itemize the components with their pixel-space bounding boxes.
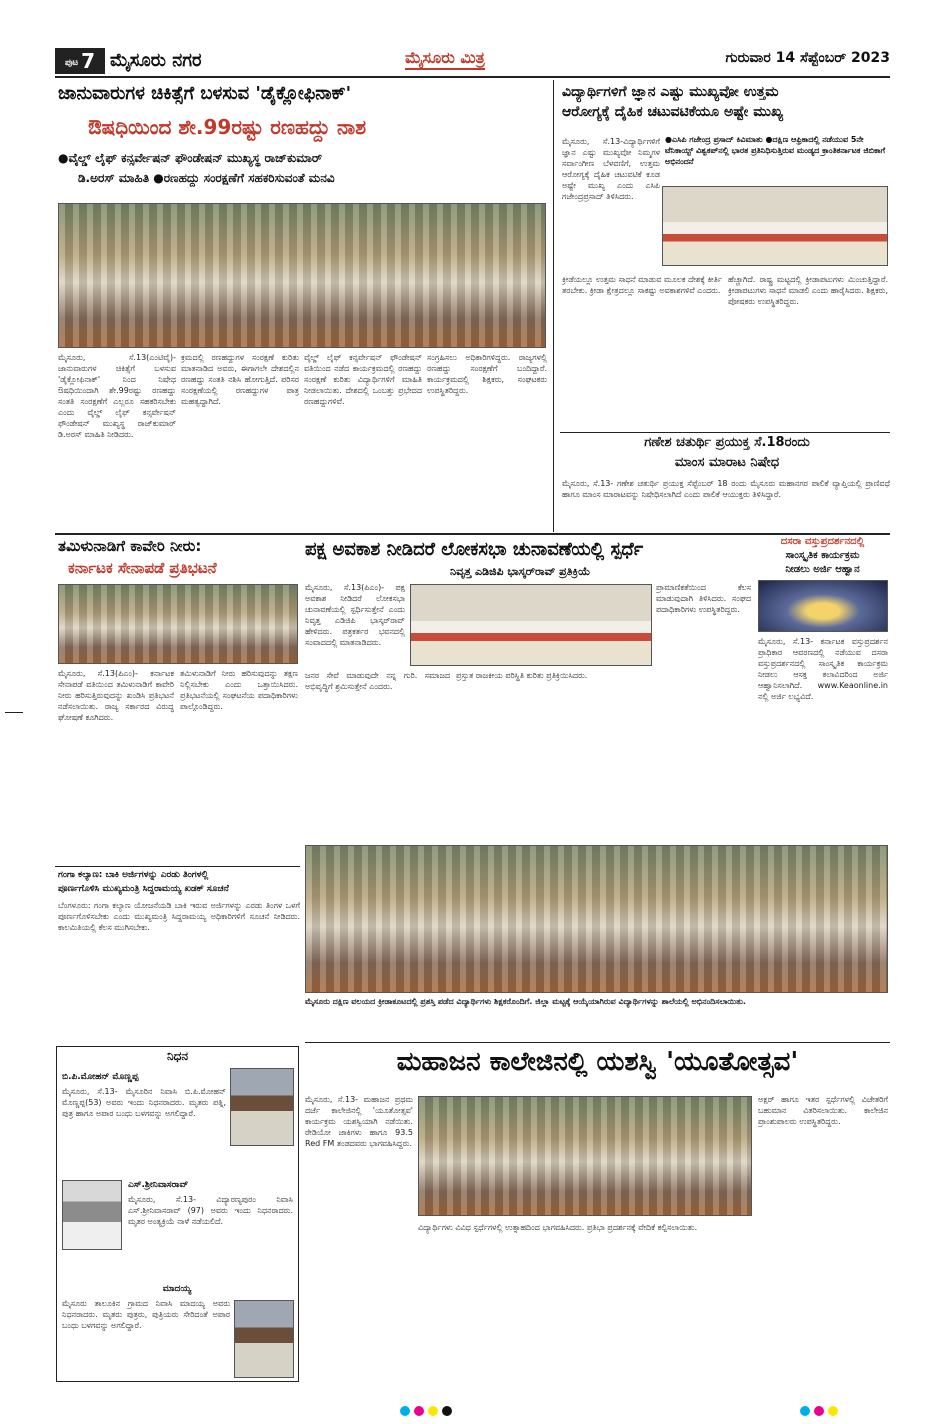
obituary-name-1: ಬಿ.ಪಿ.ಮೋಹನ್ ಮೊಣ್ಣಪ್ಪ: [62, 1072, 139, 1082]
dasara-illumination-photo: [758, 580, 888, 632]
story1-body-col1: ಮೈಸೂರು, ಸೆ.13(ಎಂಟಿವೈ)- ಜಾನುವಾರುಗಳ ಚಿಕಿತ್ಸೆಗೆ ಬಳಸುವ 'ಡೈಕ್ಲೋಫಿನಾಕ್' ನಿಂದ ನಿಷೇಧ ಔಷಧಿಯಿಂದಾಗಿ ಶೇ.99ರಷ್ಟು ರಣಹದ್ದು ಸಂತತಿ ಸಂರಕ್ಷಣೆಗೆ ಎಲ್ಲರೂ ಸಹಕರಿಸಬೇಕು ಎಂದು ವೈಲ್ಡ್ ಲೈಫ್ ಕನ್ಸರ್ವೇಷನ್ ಫೌಂಡೇಷನ್ ಮುಖ್ಯಸ್ಥ ರಾಜ್‌ಕುಮಾರ್ ಡಿ.ಅರಸ್ ಮಾಹಿತಿ ನೀಡಿದರು.: [58, 353, 176, 439]
students-sports-photo: [305, 845, 888, 993]
story5-headline-2: ಕರ್ನಾಟಕ ಸೇನಾಪಡೆ ಪ್ರತಿಭಟನೆ: [68, 559, 217, 577]
obituary-photo-1: [230, 1068, 294, 1146]
story1-subhead-2: ಡಿ.ಅರಸ್ ಮಾಹಿತಿ ●ರಣಹದ್ದು ಸಂರಕ್ಷಣೆಗೆ ಸಹಕರಿಸುವಂತೆ ಮನವಿ: [78, 171, 335, 185]
story8-body-col2: ವಿದ್ಯಾರ್ಥಿಗಳು ವಿವಿಧ ಸ್ಪರ್ಧೆಗಳಲ್ಲಿ ಉತ್ಸಾಹದಿಂದ ಭಾಗವಹಿಸಿದರು. ಪ್ರತಿಭಾ ಪ್ರದರ್ಶನಕ್ಕೆ ವೇದಿಕೆ ಕಲ್ಪಿಸಲಾಯಿತು.: [418, 1223, 698, 1232]
story5-headline-1: ತಮಿಳುನಾಡಿಗೆ ಕಾವೇರಿ ನೀರು:: [58, 537, 202, 555]
story4-headline-2: ಸಾಂಸ್ಕೃತಿಕ ಕಾರ್ಯಕ್ರಮ: [785, 550, 860, 561]
press-meet-photo: [410, 584, 652, 666]
story4-headline-1: ದಸರಾ ವಸ್ತುಪ್ರದರ್ಶನದಲ್ಲಿ: [780, 536, 865, 547]
registration-dot-magenta-2: [814, 1406, 824, 1416]
registration-dot-yellow-2: [828, 1406, 838, 1416]
story1-body-col4: ಸಂಗ್ರಹಿಸಲು ಅಧಿಕಾರಿಗಳಿದ್ದರು. ರಾಜ್ಯಗಳಲ್ಲಿ ರಣಹದ್ದು ಸಂರಕ್ಷಣೆಗೆ ಬಂದಿದ್ದಾರೆ. ಕಾರ್ಯಕ್ರಮದಲ್ಲಿ ಶಿಕ್ಷಕರು, ಸಂಘಟಕರು ಉಪಸ್ಥಿತರಿದ್ದರು.: [427, 353, 547, 395]
page-label: ಪುಟ: [64, 57, 79, 68]
story8-headline: ಮಹಾಜನ ಕಾಲೇಜಿನಲ್ಲಿ ಯಶಸ್ವಿ 'ಯೂತೋತ್ಸವ': [396, 1047, 799, 1077]
story1-headline-1: ಜಾನುವಾರುಗಳ ಚಿಕಿತ್ಸೆಗೆ ಬಳಸುವ 'ಡೈಕ್ಲೋಫಿನಾಕ್': [58, 83, 352, 104]
vulture-event-photo: [58, 203, 546, 348]
story7-top-rule: [55, 866, 300, 867]
obituary-body-2: ಮೈಸೂರು, ಸೆ.13- ವಿದ್ಯಾರಣ್ಯಪುರಂ ನಿವಾಸಿ ಎಸ್.ಶ್ರೀನಿವಾಸರಾವ್ (97) ಅವರು ಇಂದು ನಿಧನರಾದರು. ಮೃತರ ಅಂತ್ಯಕ್ರಿಯೆ ನಾಳೆ ನಡೆಯಲಿದೆ.: [128, 1195, 293, 1226]
students-photo-caption: ಮೈಸೂರು ದಕ್ಷಿಣ ವಲಯದ ಕ್ರೀಡಾಕೂಟದಲ್ಲಿ ಪ್ರಶಸ್ತಿ ಪಡೆದ ವಿದ್ಯಾರ್ಥಿಗಳು ಶಿಕ್ಷಕರೊಂದಿಗೆ. ಜಿಲ್ಲಾ ಮಟ್ಟಕ್ಕೆ ಆಯ್ಕೆಯಾಗಿರುವ ವಿದ್ಯಾರ್ಥಿಗಳನ್ನು ಶಾಲೆಯಲ್ಲಿ ಅಭಿನಂದಿಸಲಾಯಿತು.: [305, 997, 746, 1006]
story2-body-col2: ಕ್ರೀಡೆಯಲ್ಲೂ ಉತ್ತಮ ಸಾಧನೆ ಮಾಡುವ ಮೂಲಕ ದೇಶಕ್ಕೆ ಕೀರ್ತಿ ತರಬೇಕು. ಕ್ರೀಡಾ ಕ್ಷೇತ್ರದಲ್ಲೂ ಸಾಕಷ್ಟು ಅವಕಾಶಗಳಿವೆ ಎಂದರು.: [562, 275, 722, 295]
registration-dot-yellow: [428, 1406, 438, 1416]
registration-dot-magenta: [414, 1406, 424, 1416]
story4-body: ಮೈಸೂರು, ಸೆ.13- ಕರ್ನಾಟಕ ವಸ್ತುಪ್ರದರ್ಶನ ಪ್ರಾಧಿಕಾರ ಆವರಣದಲ್ಲಿ ನಡೆಯುವ ದಸರಾ ವಸ್ತುಪ್ರದರ್ಶನದಲ್ಲಿ ಸಾಂಸ್ಕೃತಿಕ ಕಾರ್ಯಕ್ರಮ ನೀಡಲು ಆಸಕ್ತ ಕಲಾವಿದರಿಂದ ಅರ್ಜಿ ಆಹ್ವಾನಿಸಲಾಗಿದೆ. www.Keaonline.in ನಲ್ಲಿ ಅರ್ಜಿ ಲಭ್ಯವಿದೆ.: [758, 637, 888, 701]
story2-headline-2: ಆರೋಗ್ಯಕ್ಕೆ ದೈಹಿಕ ಚಟುವಟಿಕೆಯೂ ಅಷ್ಟೇ ಮುಖ್ಯ: [562, 104, 784, 120]
margin-mark: [5, 712, 23, 713]
header-rule: [55, 76, 890, 78]
story3-headline-2: ಮಾಂಸ ಮಾರಾಟ ನಿಷೇಧ: [674, 455, 780, 470]
story2-body-col1: ಮೈಸೂರು, ಸೆ.13-ವಿದ್ಯಾರ್ಥಿಗಳಿಗೆ ಜ್ಞಾನ ಎಷ್ಟು ಮುಖ್ಯವೋ ನಿಮ್ಮಗಳ ಸರ್ವಾಂಗೀಣ ಬೆಳವಣಿಗೆ, ಉತ್ತಮ ಆರೋಗ್ಯಕ್ಕೆ ದೈಹಿಕ ಚಟುವಟಿಕೆ ಕೂಡ ಅಷ್ಟೇ ಮುಖ್ಯ ಎಂದು ಎಸಿಪಿ ಗಜೇಂದ್ರಪ್ರಸಾದ್ ತಿಳಿಸಿದರು.: [562, 137, 660, 201]
registration-dot-cyan-2: [800, 1406, 810, 1416]
story2-body-col3: ಹೆಚ್ಚಾಗಿದೆ. ರಾಷ್ಟ್ರ ಮಟ್ಟದಲ್ಲಿ ಕ್ರೀಡಾಪಟುಗಳು ಮಿಂಚುತ್ತಿದ್ದಾರೆ. ಕ್ರೀಡಾಪಟುಗಳು ಸಾಧನೆ ಮಾಡಲಿ ಎಂದು ಹಾರೈಸಿದರು. ಶಿಕ್ಷಕರು, ಪೋಷಕರು ಉಪಸ್ಥಿತರಿದ್ದರು.: [728, 275, 888, 306]
dateline: ಗುರುವಾರ 14 ಸೆಪ್ಟೆಂಬರ್ 2023: [725, 50, 890, 66]
obituary-photo-3: [234, 1300, 294, 1378]
obituary-name-3: ಮಾದಯ್ಯ: [162, 1284, 192, 1294]
story6-body-col4: ಪ್ರಾಮಾಣಿಕತೆಯಿಂದ ಕೆಲಸ ಮಾಡುವುದಾಗಿ ತಿಳಿಸಿದರು. ಸಂಘದ ಪದಾಧಿಕಾರಿಗಳು ಉಪಸ್ಥಿತರಿದ್ದರು.: [656, 583, 751, 614]
story8-top-rule: [305, 1042, 890, 1043]
story8-body-col1: ಮೈಸೂರು, ಸೆ.13- ಮಹಾಜನ ಪ್ರಥಮ ದರ್ಜೆ ಕಾಲೇಜಿನಲ್ಲಿ 'ಯೂತೋತ್ಸವ' ಕಾರ್ಯಕ್ರಮ ಯಶಸ್ವಿಯಾಗಿ ನಡೆಯಿತು. ರೇಡಿಯೋ ಜಾಕಿಗಳು ಹಾಗೂ 93.5 Red FM ತಂಡದವರು ಭಾಗವಹಿಸಿದ್ದರು.: [305, 1095, 413, 1148]
protest-photo: [58, 584, 298, 664]
obituary-name-2: ಎಸ್.ಶ್ರೀನಿವಾಸರಾವ್: [128, 1180, 189, 1190]
story8-body-col3: ಅಕ್ಷರ್ ಹಾಗೂ ಇತರ ಸ್ಪರ್ಧೆಗಳಲ್ಲಿ ವಿಜೇತರಿಗೆ ಬಹುಮಾನ ವಿತರಿಸಲಾಯಿತು. ಕಾಲೇಜಿನ ಪ್ರಾಂಶುಪಾಲರು ಉಪಸ್ಥಿತರಿದ್ದರು.: [758, 1095, 888, 1126]
story1-body-col3: ವೈಲ್ಡ್ ಲೈಫ್ ಕನ್ಸರ್ವೇಷನ್ ಫೌಂಡೇಷನ್ ವತಿಯಿಂದ ನಡೆದ ಕಾರ್ಯಕ್ರಮದಲ್ಲಿ ರಣಹದ್ದು ಸಂರಕ್ಷಣೆ ಕುರಿತು ವಿದ್ಯಾರ್ಥಿಗಳಿಗೆ ಮಾಹಿತಿ ನೀಡಲಾಯಿತು. ದೇಶದಲ್ಲಿ ಒಂಬತ್ತು ಪ್ರಭೇದದ ರಣಹದ್ದುಗಳಿವೆ.: [304, 353, 422, 406]
section-name: ಮೈಸೂರು ನಗರ: [110, 50, 202, 71]
story2-subhead: ●ಎಸಿಪಿ ಗಜೇಂದ್ರ ಪ್ರಸಾದ್ ಕಿವಿಮಾತು ●ದಕ್ಷಿಣ ಆಫ್ರಿಕಾದಲ್ಲಿ ನಡೆಯುವ 5ನೇ ಟೆನಿಕಾಯ್ಟ್ ವಿಶ್ವಕಪ್‌ನಲ್ಲಿ ಭಾರತ ಪ್ರತಿನಿಧಿಸುತ್ತಿರುವ ಮಂಡ್ಯದ ಕ್ರಾಂತಿಕರ್ನಾಟಕ ಜಿಬಿಕಾಗೆ ಅಭಿನಂದನೆ: [665, 135, 886, 166]
story6-subhead: ನಿವೃತ್ತ ಎಡಿಜಿಪಿ ಭಾಸ್ಕರ್‌ರಾವ್ ಪ್ರತಿಕ್ರಿಯೆ: [450, 565, 591, 578]
column-divider: [553, 80, 554, 532]
story3-body: ಮೈಸೂರು, ಸೆ.13- ಗಣೇಶ ಚತುರ್ಥಿ ಪ್ರಯುಕ್ತ ಸೆಪ್ಟೆಂಬರ್ 18 ರಂದು ಮೈಸೂರು ಮಹಾನಗರ ಪಾಲಿಕೆ ವ್ಯಾಪ್ತಿಯಲ್ಲಿ ಪ್ರಾಣಿವಧೆ ಹಾಗೂ ಮಾಂಸ ಮಾರಾಟವನ್ನು ನಿಷೇಧಿಸಲಾಗಿದೆ ಎಂದು ಪಾಲಿಕೆ ಆಯುಕ್ತರು ತಿಳಿಸಿದ್ದಾರೆ.: [562, 479, 890, 499]
masthead-logo: ಮೈಸೂರು ಮಿತ್ರ: [405, 48, 485, 70]
story4-headline-3: ನೀಡಲು ಅರ್ಜಿ ಆಹ್ವಾನ: [785, 564, 860, 575]
registration-dot-cyan: [400, 1406, 410, 1416]
youth-fest-photo: [418, 1096, 752, 1216]
obituary-photo-2: [62, 1180, 122, 1250]
registration-dot-black: [442, 1406, 452, 1416]
story3-top-rule: [560, 432, 890, 433]
page-header: [0, 0, 945, 78]
obituary-title: ನಿಧನ: [166, 1049, 189, 1063]
page-number: 7: [81, 49, 96, 73]
story3-headline-1: ಗಣೇಶ ಚತುರ್ಥಿ ಪ್ರಯುಕ್ತ ಸೆ.18ರಂದು: [644, 435, 810, 450]
story5-body-col2: ತಮಿಳುನಾಡಿಗೆ ನೀರು ಹರಿಸುವುದನ್ನು ತಕ್ಷಣ ನಿಲ್ಲಿಸಬೇಕು ಎಂದು ಒತ್ತಾಯಿಸಿದರು. ಪ್ರತಿಭಟನೆಯಲ್ಲಿ ಸಂಘಟನೆಯ ಪದಾಧಿಕಾರಿಗಳು ಪಾಲ್ಗೊಂಡಿದ್ದರು.: [180, 669, 298, 711]
obituary-body-3: ಮೈಸೂರು ತಾಲೂಕಿನ ಗ್ರಾಮದ ನಿವಾಸಿ ಮಾದಯ್ಯ ಅವರು ನಿಧನರಾದರು. ಮೃತರು ಪುತ್ರರು, ಪುತ್ರಿಯರು ಸೇರಿದಂತೆ ಅಪಾರ ಬಂಧು ಬಳಗವನ್ನು ಅಗಲಿದ್ದಾರೆ.: [62, 1299, 230, 1330]
story6-body-col2: ಜನರ ಸೇವೆ ಮಾಡುವುದೇ ನನ್ನ ಗುರಿ. ಸಮಾಜದ ಅಭಿವೃದ್ಧಿಗೆ ಶ್ರಮಿಸುತ್ತೇನೆ ಎಂದರು.: [305, 671, 450, 691]
story7-headline-2: ಪೂರ್ಣಗೊಳಿಸಿ ಮುಖ್ಯಮಂತ್ರಿ ಸಿದ್ದರಾಮಯ್ಯ ಖಡಕ್ ಸೂಚನೆ: [58, 884, 229, 894]
story1-headline-2: ಔಷಧಿಯಿಂದ ಶೇ.99ರಷ್ಟು ರಣಹದ್ದು ನಾಶ: [88, 115, 367, 139]
page-number-badge: [55, 48, 105, 74]
story6-body-col1: ಮೈಸೂರು, ಸೆ.13(ಪಿಎಂ)- ಪಕ್ಷ ಅವಕಾಶ ನೀಡಿದರೆ ಲೋಕಸಭಾ ಚುನಾವಣೆಯಲ್ಲಿ ಸ್ಪರ್ಧಿಸುತ್ತೇನೆ ಎಂದು ನಿವೃತ್ತ ಎಡಿಜಿಪಿ ಭಾಸ್ಕರ್‌ರಾವ್ ಹೇಳಿದರು. ಪತ್ರಕರ್ತರ ಭವನದಲ್ಲಿ ಸಂವಾದದಲ್ಲಿ ಮಾತನಾಡಿದರು.: [305, 583, 405, 647]
story5-body-col1: ಮೈಸೂರು, ಸೆ.13(ಪಿಎಂ)- ಕರ್ನಾಟಕ ಸೇನಾಪಡೆ ವತಿಯಿಂದ ತಮಿಳುನಾಡಿಗೆ ಕಾವೇರಿ ನೀರು ಹರಿಸುತ್ತಿರುವುದನ್ನು ಖಂಡಿಸಿ ಪ್ರತಿಭಟನೆ ನಡೆಸಲಾಯಿತು. ರಾಜ್ಯ ಸರ್ಕಾರದ ವಿರುದ್ಧ ಘೋಷಣೆ ಕೂಗಿದರು.: [58, 669, 174, 722]
story6-headline: ಪಕ್ಷ ಅವಕಾಶ ನೀಡಿದರೆ ಲೋಕಸಭಾ ಚುನಾವಣೆಯಲ್ಲಿ ಸ್ಪರ್ಧೆ: [305, 539, 644, 560]
felicitation-photo: [662, 186, 888, 266]
obituary-body-1: ಮೈಸೂರು, ಸೆ.13- ಮೈಸೂರಿನ ನಿವಾಸಿ ಬಿ.ಪಿ.ಮೋಹನ್ ಮೊಣ್ಣಪ್ಪ(53) ಅವರು ಇಂದು ನಿಧನರಾದರು. ಮೃತರು ಪತ್ನಿ, ಪುತ್ರ ಹಾಗೂ ಅಪಾರ ಬಂಧು ಬಳಗವನ್ನು ಅಗಲಿದ್ದಾರೆ.: [62, 1087, 226, 1118]
section-rule: [55, 533, 890, 535]
story6-body-col3: ಪ್ರಸ್ತುತ ರಾಜಕೀಯ ಪರಿಸ್ಥಿತಿ ಕುರಿತು ಪ್ರತಿಕ್ರಿಯಿಸಿದರು.: [456, 671, 588, 680]
story1-subhead-1: ●ವೈಲ್ಡ್ ಲೈಫ್ ಕನ್ಸರ್ವೇಷನ್ ಫೌಂಡೇಷನ್ ಮುಖ್ಯಸ್ಥ ರಾಜ್‌ಕುಮಾರ್: [58, 151, 323, 165]
story7-body: ಬೆಂಗಳೂರು: ಗಂಗಾ ಕಲ್ಯಾಣ ಯೋಜನೆಯಡಿ ಬಾಕಿ ಇರುವ ಅರ್ಜಿಗಳನ್ನು ಎರಡು ತಿಂಗಳ ಒಳಗೆ ಪೂರ್ಣಗೊಳಿಸಬೇಕು ಎಂದು ಮುಖ್ಯಮಂತ್ರಿ ಸಿದ್ದರಾಮಯ್ಯ ಅಧಿಕಾರಿಗಳಿಗೆ ಸೂಚನೆ ನೀಡಿದರು. ಕಾಲಮಿತಿಯಲ್ಲಿ ಕೆಲಸ ಮುಗಿಸಬೇಕು.: [58, 901, 300, 932]
story1-body-col2: ಕ್ರಮದಲ್ಲಿ ರಣಹದ್ದುಗಳ ಸಂರಕ್ಷಣೆ ಕುರಿತು ಮಾತನಾಡಿದ ಅವರು, ಈಗಾಗಲೇ ದೇಶದಲ್ಲಿನ ರಣಹದ್ದು ಸಂತತಿ ನಶಿಸಿ ಹೋಗುತ್ತಿದೆ. ಪರಿಸರ ಸಂರಕ್ಷಣೆಯಲ್ಲಿ ರಣಹದ್ದುಗಳ ಪಾತ್ರ ಮಹತ್ವದ್ದಾಗಿದೆ.: [181, 353, 299, 406]
story2-headline-1: ವಿದ್ಯಾರ್ಥಿಗಳಿಗೆ ಜ್ಞಾನ ಎಷ್ಟು ಮುಖ್ಯವೋ ಉತ್ತಮ: [562, 84, 779, 100]
story7-headline-1: ಗಂಗಾ ಕಲ್ಯಾಣ: ಬಾಕಿ ಅರ್ಜಿಗಳನ್ನು ಎರಡು ತಿಂಗಳಲ್ಲಿ: [58, 870, 209, 880]
